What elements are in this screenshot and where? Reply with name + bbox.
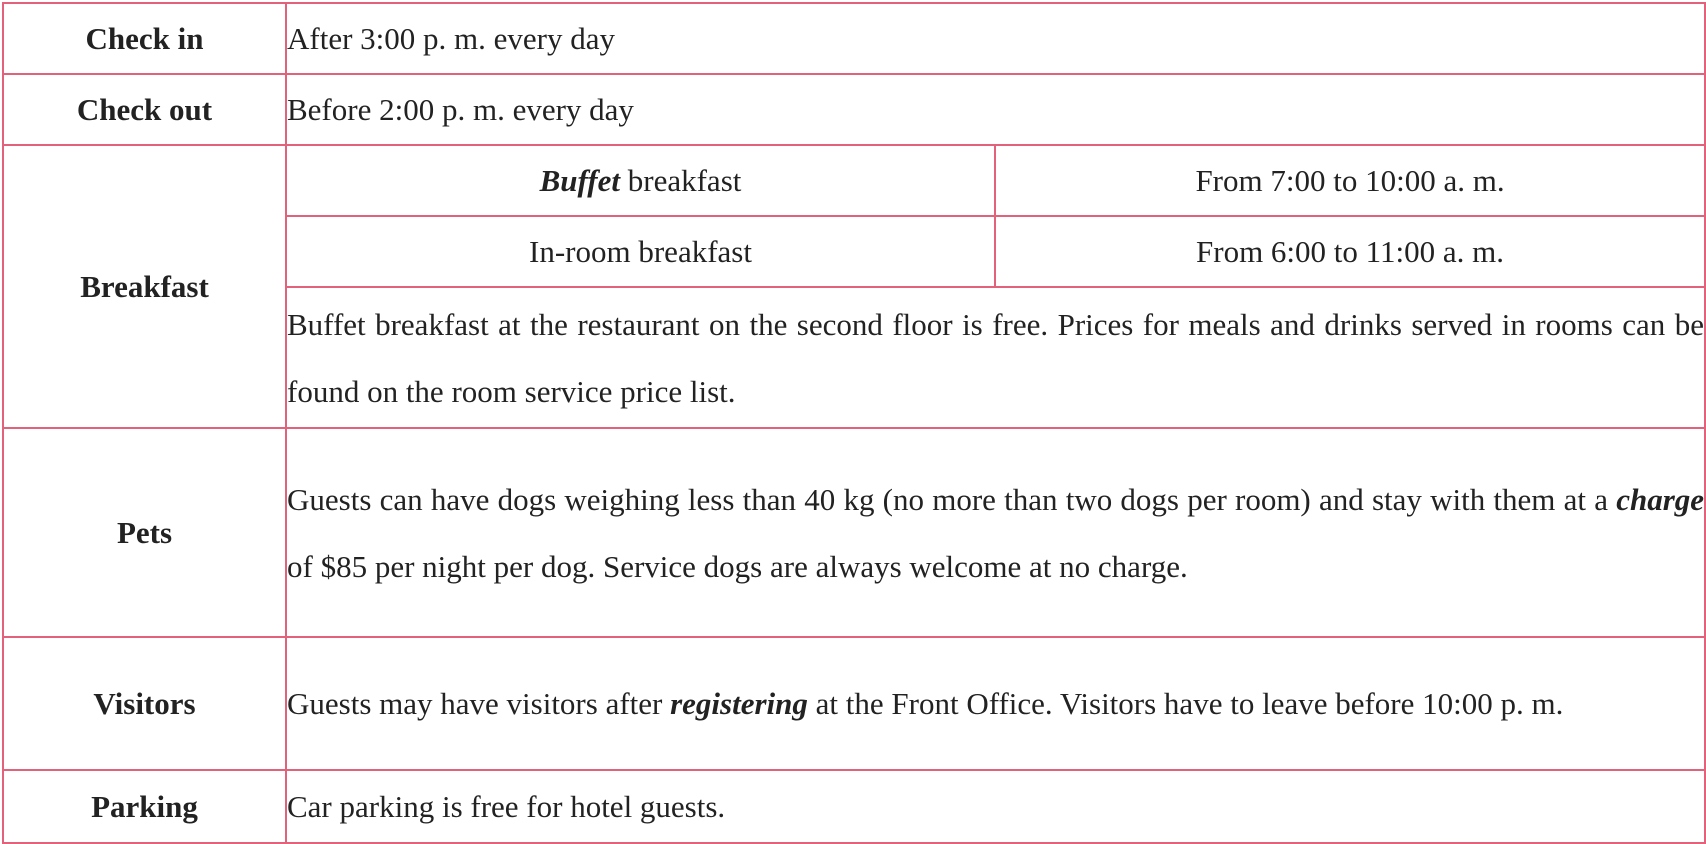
row-visitors — [3, 637, 1705, 770]
visitors-text-after: at the Front Office. Visitors have to leave before 10:00 p. m. — [815, 686, 1564, 721]
row-breakfast-buffet — [3, 145, 1705, 216]
hotel-policy-table — [2, 2, 1706, 844]
pets-text — [286, 428, 1705, 637]
row-pets — [3, 428, 1705, 637]
visitors-registering-emphasis: registering — [670, 686, 808, 721]
buffet-emphasis: Buffet — [539, 162, 621, 198]
row-check-in — [3, 3, 1705, 74]
buffet-breakfast-name — [286, 145, 995, 216]
parking-label: Parking — [3, 770, 286, 843]
visitors-text-before: Guests may have visitors after — [287, 686, 663, 721]
row-check-out — [3, 74, 1705, 145]
inroom-breakfast-name: In-room breakfast — [286, 216, 995, 287]
inroom-breakfast-time: From 6:00 to 11:00 a. m. — [995, 216, 1705, 287]
pets-text-before: Guests can have dogs weighing less than 40 kg (no more than two dogs per room) and stay with them at a — [287, 481, 1608, 517]
visitors-text — [286, 637, 1705, 770]
pets-label: Pets — [3, 428, 286, 637]
row-parking — [3, 770, 1705, 843]
breakfast-note: Buffet breakfast at the restaurant on the second floor is free. Prices for meals and drinks served in rooms can be found on the room service price list. — [286, 287, 1705, 428]
buffet-name-rest: breakfast — [627, 162, 742, 198]
check-out-value: Before 2:00 p. m. every day — [286, 74, 1705, 145]
check-in-label: Check in — [3, 3, 286, 74]
pets-charge-emphasis: charge — [1616, 481, 1705, 517]
check-out-label: Check out — [3, 74, 286, 145]
check-in-value: After 3:00 p. m. every day — [286, 3, 1705, 74]
breakfast-label: Breakfast — [3, 145, 286, 428]
pets-text-after: of $85 per night per dog. Service dogs are always welcome at no charge. — [287, 548, 1188, 584]
buffet-breakfast-time: From 7:00 to 10:00 a. m. — [995, 145, 1705, 216]
visitors-label: Visitors — [3, 637, 286, 770]
parking-value: Car parking is free for hotel guests. — [286, 770, 1705, 843]
